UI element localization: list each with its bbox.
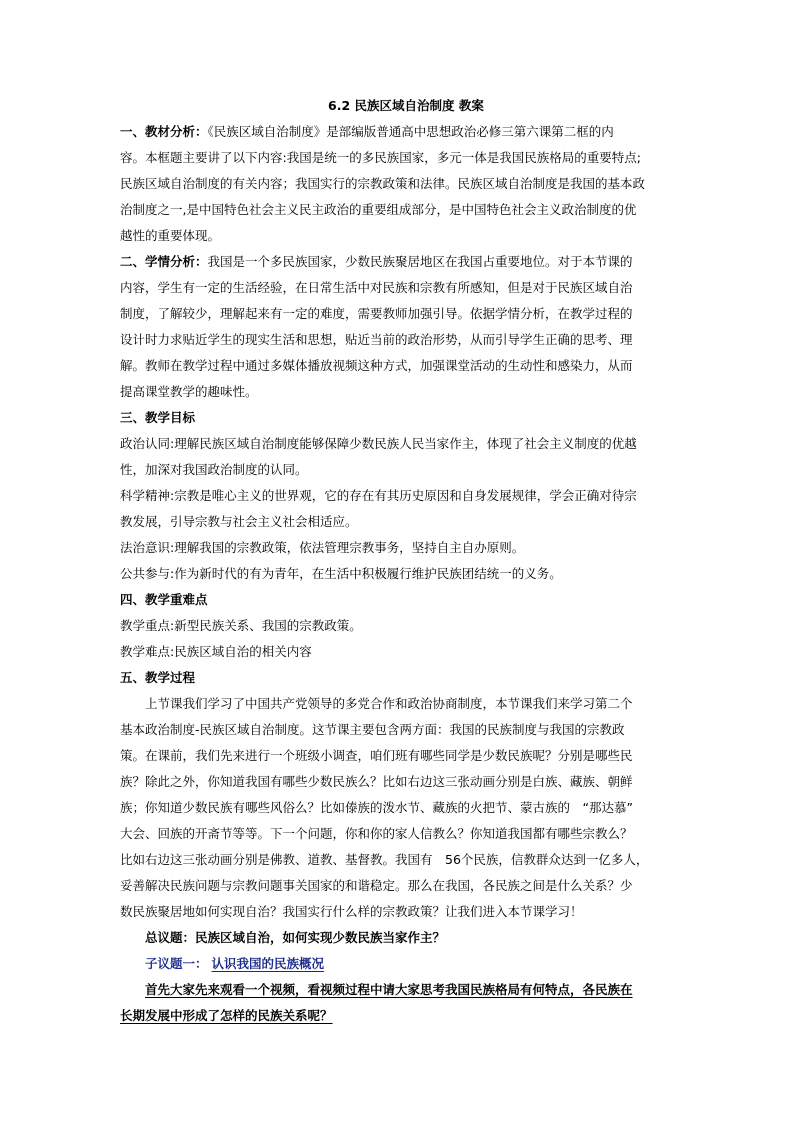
paragraph-line: 妥善解决民族问题与宗教问题事关国家的和谐稳定。那么在我国，各民族之间是什么关系？少 <box>120 878 633 893</box>
paragraph-line: 公共参与:作为新时代的有为青年，在生活中积极履行维护民族团结统一的义务。 <box>120 566 562 581</box>
paragraph-line: 性，加深对我国政治制度的认同。 <box>120 462 308 477</box>
main-topic: 总议题：民族区域自治，如何实现少数民族当家作主？ <box>145 930 446 945</box>
paragraph-line: 越性的重要体现。 <box>120 228 221 243</box>
paragraph-line: 容。本框题主要讲了以下内容:我国是统一的多民族国家，多元一体是我国民族格局的重要特点; <box>120 150 641 165</box>
paragraph-line: 教学难点:民族区域自治的相关内容 <box>120 644 312 659</box>
paragraph-line: 族；你知道少数民族有哪些风俗么？比如傣族的泼水节、藏族的火把节、蒙古族的 “那达慕” <box>120 800 633 815</box>
section-heading: 五、教学过程 <box>120 670 196 685</box>
paragraph-line: 提高课堂教学的趣味性。 <box>120 384 258 399</box>
document-title: 6.2 民族区域自治制度 教案 <box>328 98 484 113</box>
paragraph-line: 政治认同:理解民族区域自治制度能够保障少数民族人民当家作主，体现了社会主义制度的优越 <box>120 436 637 451</box>
paragraph-line: 民族区域自治制度的有关内容；我国实行的宗教政策和法律。民族区域自治制度是我国的基本政 <box>120 176 646 191</box>
subtopic <box>145 955 324 973</box>
paragraph-line: 比如右边这三张动画分别是佛教、道教、基督教。我国有 56个民族，信教群众达到一亿多人， <box>120 852 649 867</box>
paragraph-line: 科学精神:宗教是唯心主义的世界观，它的存在有其历史原因和自身发展规律，学会正确对待宗 <box>120 488 637 503</box>
paragraph-line: 设计时力求贴近学生的现实生活和思想，贴近当前的政治形势，从而引导学生正确的思考、理 <box>120 332 633 347</box>
paragraph-line: 制度，了解较少，理解起来有一定的难度，需要教师加强引导。依据学情分析，在教学过程的 <box>120 306 633 321</box>
subtopic-text: 认识我国的民族概况 <box>211 956 325 971</box>
section-heading: 一、教材分析： <box>120 124 208 139</box>
paragraph-line: 二、学情分析：我国是一个多民族国家，少数民族聚居地区在我国占重要地位。对于本节课的 <box>120 254 633 269</box>
section-heading: 二、学情分析： <box>120 254 208 269</box>
paragraph-line: 数民族聚居地如何实现自治？我国实行什么样的宗教政策？让我们进入本节课学习！ <box>120 904 583 919</box>
paragraph-line: 策。在课前，我们先来进行一个班级小调查，咱们班有哪些同学是少数民族呢？分别是哪些民 <box>120 748 633 763</box>
paragraph-line: 上节课我们学习了中国共产党领导的多党合作和政治协商制度，本节课我们来学习第二个 <box>145 696 633 711</box>
paragraph-line: 基本政治制度-民族区域自治制度。这节课主要包含两方面：我国的民族制度与我国的宗教政 <box>120 722 625 737</box>
paragraph-line: 教学重点:新型民族关系、我国的宗教政策。 <box>120 618 362 633</box>
emphasis-line: 长期发展中形成了怎样的民族关系呢？ <box>120 1008 333 1023</box>
paragraph-line: 一、教材分析：《民族区域自治制度》是部编版普通高中思想政治必修三第六课第二框的内 <box>120 124 614 139</box>
section-heading: 三、教学目标 <box>120 410 196 425</box>
section-heading: 四、教学重难点 <box>120 592 208 607</box>
paragraph-line: 法治意识:理解我国的宗教政策，依法管理宗教事务，坚持自主自办原则。 <box>120 540 525 555</box>
paragraph-line: 大会、回族的开斋节等等。下一个问题，你和你的家人信教么？你知道我国都有哪些宗教么？ <box>120 826 633 841</box>
paragraph-line: 教发展，引导宗教与社会主义社会相适应。 <box>120 514 358 529</box>
paragraph-line: 族？除此之外，你知道我国有哪些少数民族么？比如右边这三张动画分别是白族、藏族、朝鲜 <box>120 774 633 789</box>
paragraph-line: 治制度之一,是中国特色社会主义民主政治的重要组成部分，是中国特色社会主义政治制度的优 <box>120 202 637 217</box>
paragraph-line: 内容，学生有一定的生活经验，在日常生活中对民族和宗教有所感知，但是对于民族区域自治 <box>120 280 633 295</box>
paragraph-line: 解。教师在教学过程中通过多媒体播放视频这种方式，加强课堂活动的生动性和感染力，从而 <box>120 358 633 373</box>
subtopic-label: 子议题一： <box>145 956 208 971</box>
emphasis-line: 首先大家先来观看一个视频，看视频过程中请大家思考我国民族格局有何特点，各民族在 <box>145 982 633 997</box>
